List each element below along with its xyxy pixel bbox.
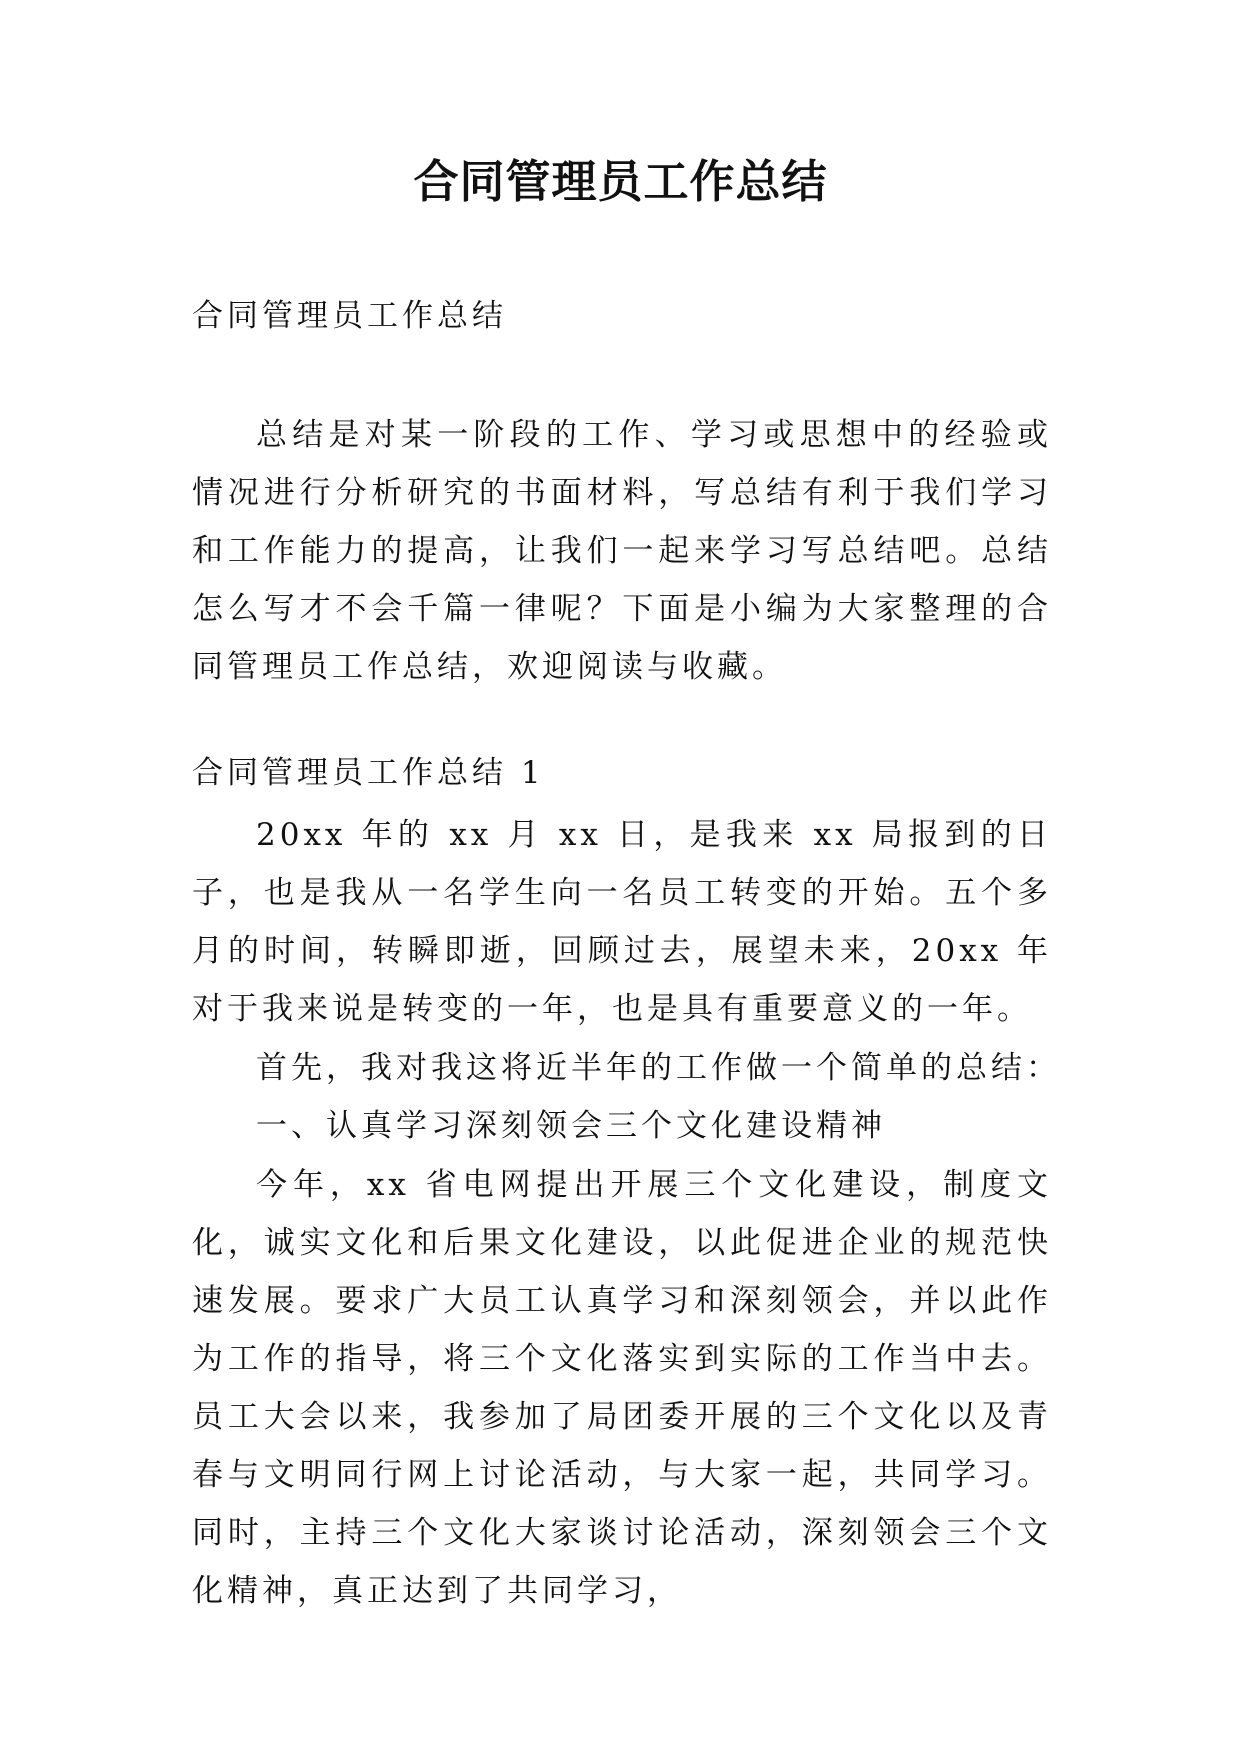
document-title: 合同管理员工作总结 (413, 155, 828, 208)
section-1-paragraph-2: 首先，我对我这将近半年的工作做一个简单的总结： (256, 1050, 1061, 1086)
section-1-heading: 合同管理员工作总结 1 (192, 755, 545, 791)
intro-paragraph: 总结是对某一阶段的工作、学习或思想中的经验或情况进行分析研究的书面材料，写总结有利于我们学习和工作能力的提高，让我们一起来学习写总结吧。总结怎么写才不会千篇一律呢？下面是小编为大家整理的合同管理员工作总结，欢迎阅读与收藏。 (192, 417, 1052, 685)
document-subtitle: 合同管理员工作总结 (192, 298, 507, 334)
section-1-paragraph-1: 20xx 年的 xx 月 xx 日，是我来 xx 局报到的日子，也是我从一名学生向一名员工转变的开始。五个多月的时间，转瞬即逝，回顾过去，展望未来，20xx 年对于我来说是转变的一年，也是具有重要意义的一年。 (192, 817, 1052, 1027)
section-1-paragraph-3: 今年，xx 省电网提出开展三个文化建设，制度文化，诚实文化和后果文化建设，以此促进企业的规范快速发展。要求广大员工认真学习和深刻领会，并以此作为工作的指导，将三个文化落实到实际的工作当中去。员工大会以来，我参加了局团委开展的三个文化以及青春与文明同行网上讨论活动，与大家一起，共同学习。同时，主持三个文化大家谈讨论活动，深刻领会三个文化精神，真正达到了共同学习， (192, 1167, 1052, 1609)
section-1-item-1-heading: 一、认真学习深刻领会三个文化建设精神 (256, 1108, 886, 1144)
